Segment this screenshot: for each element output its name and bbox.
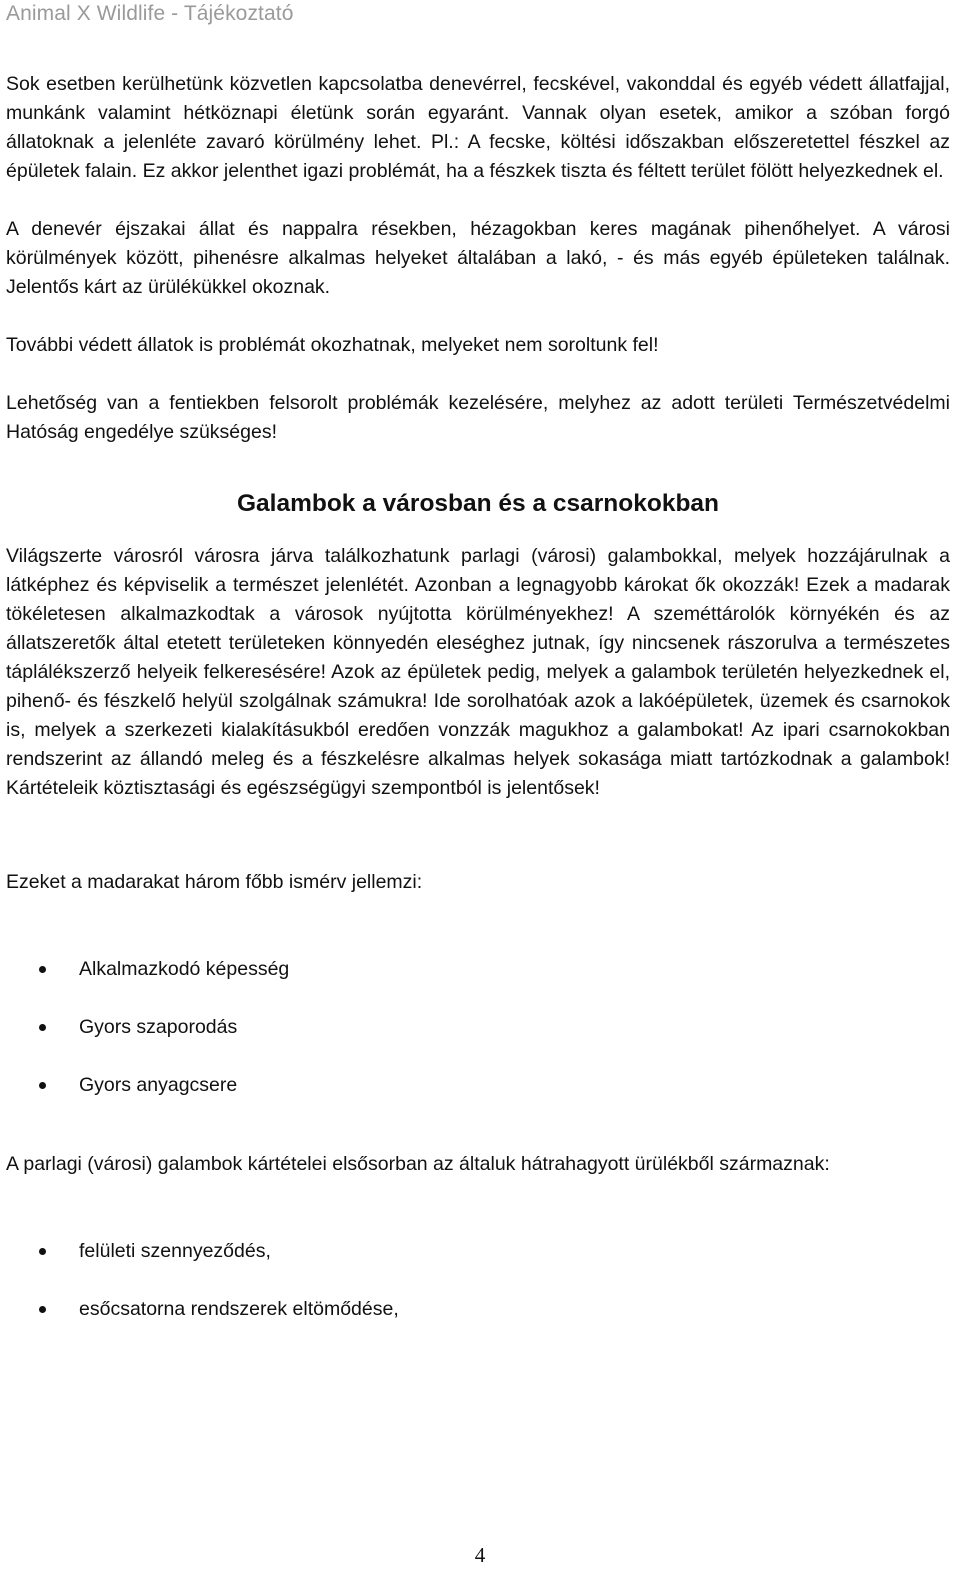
document-header-title: Animal X Wildlife - Tájékoztató	[6, 2, 294, 25]
list-item-trait	[6, 955, 950, 984]
intro-paragraph-1: Sok esetben kerülhetünk közvetlen kapcsolatba denevérrel, fecskével, vakonddal és egyéb védett állatfajjal, munkánk valamint hétköznapi életünk során egyaránt. Vannak olyan esetek, amikor a szóban forgó állatoknak a jelenléte zavaró körülmény lehet. Pl.: A fecske, költési időszakban előszeretettel fészkel az épületek falain. Ez akkor jelenthet igazi problémát, ha a fészkek tiszta és féltett terület fölött helyezkednek el.	[6, 73, 950, 182]
list-item-label: Gyors anyagcsere	[79, 1074, 238, 1096]
bullet-icon	[39, 1024, 46, 1031]
list-item-trait	[6, 1013, 950, 1042]
bullet-icon	[39, 966, 46, 973]
list-item-label: esőcsatorna rendszerek eltömődése,	[79, 1298, 399, 1320]
bullet-icon	[39, 1248, 46, 1255]
intro-paragraph-4: Lehetőség van a fentiekben felsorolt problémák kezelésére, melyhez az adott területi Természetvédelmi Hatóság engedélye szükséges!	[6, 392, 950, 443]
list-item-trait	[6, 1071, 950, 1100]
pigeons-section-heading: Galambok a városban és a csarnokokban	[236, 490, 720, 517]
bullet-icon	[39, 1082, 46, 1089]
list-item-label: Gyors szaporodás	[79, 1016, 238, 1038]
list-item-label: Alkalmazkodó képesség	[79, 958, 290, 980]
page-number: 4	[474, 1543, 486, 1567]
list-item-damage	[6, 1295, 950, 1324]
pigeons-paragraph-1: Világszerte városról városra járva találkozhatunk parlagi (városi) galambokkal, melyek hozzájárulnak a látképhez és képviselik a természet jelenlétét. Azonban a legnagyobb károkat ők okozzák! Ezek a madarak tökéletesen alkalmazkodtak a városok nyújtotta körülményekhez! A szeméttárolók környékén és az állatszeretők által etetett területeken könnyedén eleséghez jutnak, így nincsenek rászorulva a természetes táplálékszerző helyeik felkeresésére! Azok az épületek pedig, melyek a galambok területén helyezkednek el, pihenő- és fészkelő helyül szolgálnak számukra! Ide sorolhatóak azok a lakóépületek, üzemek és csarnokok is, melyek a szerkezeti kialakításukból eredően vonzzák magukhoz a galambokat! Az ipari csarnokokban rendszerint az állandó meleg és a fészkelésre alkalmas helyek sokasága miatt tartózkodnak a galambok! Kártételeik köztisztasági és egészségügyi szempontból is jelentősek!	[6, 545, 950, 799]
damages-list	[6, 1237, 950, 1324]
traits-list	[6, 955, 950, 1100]
list-item-label: felületi szennyeződés,	[79, 1240, 271, 1262]
intro-paragraph-3: További védett állatok is problémát okozhatnak, melyeket nem soroltunk fel!	[6, 334, 659, 356]
damage-intro-paragraph: A parlagi (városi) galambok kártételei elsősorban az általuk hátrahagyott ürülékből származnak:	[6, 1153, 830, 1175]
list-item-damage	[6, 1237, 950, 1266]
bullet-icon	[39, 1306, 46, 1313]
intro-paragraph-2: A denevér éjszakai állat és nappalra résekben, hézagokban keres magának pihenőhelyet. A városi körülmények között, pihenésre alkalmas helyeket általában a lakó, - és más egyéb épületeken találnak. Jelentős kárt az ürülékükkel okoznak.	[6, 218, 950, 298]
traits-intro-paragraph: Ezeket a madarakat három főbb ismérv jellemzi:	[6, 871, 423, 893]
document-body	[6, 70, 950, 1324]
